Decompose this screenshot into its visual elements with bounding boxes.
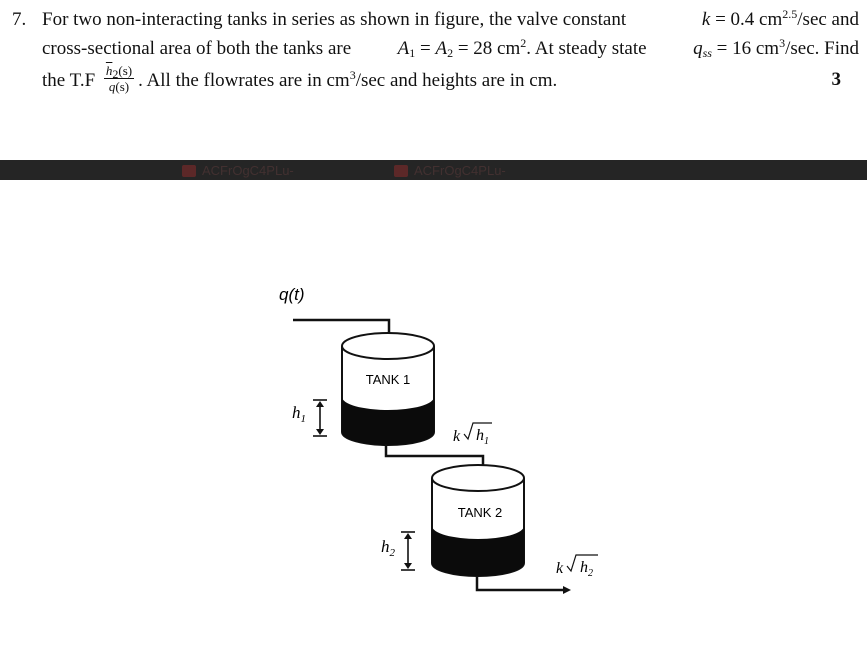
tank-2 bbox=[432, 465, 524, 576]
valve-constant: k = 0.4 $cm^{2.5}/\sec$ and bbox=[701, 7, 859, 30]
inflow-label: q(t) bbox=[279, 285, 305, 304]
line2-text: cross-sectional area of both the tanks are bbox=[42, 38, 352, 59]
transfer-function-fraction: $\frac{\overline{h}_2(s)}{\overline{q}(s)}$ bbox=[105, 63, 133, 94]
flow-2-label bbox=[556, 555, 598, 579]
steady-state-flow: $q_{ss} = 16$ $cm^3/\sec$. Find bbox=[693, 36, 859, 60]
h2-marker bbox=[401, 532, 415, 570]
svg-text:k: k bbox=[453, 428, 461, 445]
area-equation: $A_1 = A_2 = 28$ $cm^2$. At steady state bbox=[397, 36, 647, 60]
line1-text: For two non-interacting tanks in series as shown in figure, the valve constant bbox=[42, 9, 627, 30]
tank-1-label: TANK 1 bbox=[365, 372, 411, 387]
svg-text:h1: $h_1$ bbox=[476, 427, 489, 447]
question-line-3: the T.F $\frac{\overline{h}_2(s)}{\overline{q}(s)}$ . All the flowrates are in $cm^3/\sec$ and heights are in cm. bbox=[42, 63, 558, 94]
h1-label: $h_1$ bbox=[292, 403, 306, 425]
overlay-tab-2: ACFrOgC4PLu- bbox=[388, 163, 607, 179]
tank-1 bbox=[342, 333, 434, 445]
flow-1-label bbox=[453, 423, 492, 447]
h1-marker bbox=[313, 400, 327, 436]
outflow-pipe bbox=[477, 576, 568, 590]
marks: 3 bbox=[831, 69, 841, 90]
overlay-tab-1: ACFrOgC4PLu- bbox=[176, 163, 370, 179]
tank-2-label: TANK 2 bbox=[457, 505, 503, 520]
svg-text:k: k bbox=[556, 560, 564, 577]
h2-label: $h_2$ bbox=[381, 537, 395, 559]
question-number: 7. bbox=[12, 9, 27, 30]
svg-text:h2: $h_2$ bbox=[580, 559, 593, 579]
